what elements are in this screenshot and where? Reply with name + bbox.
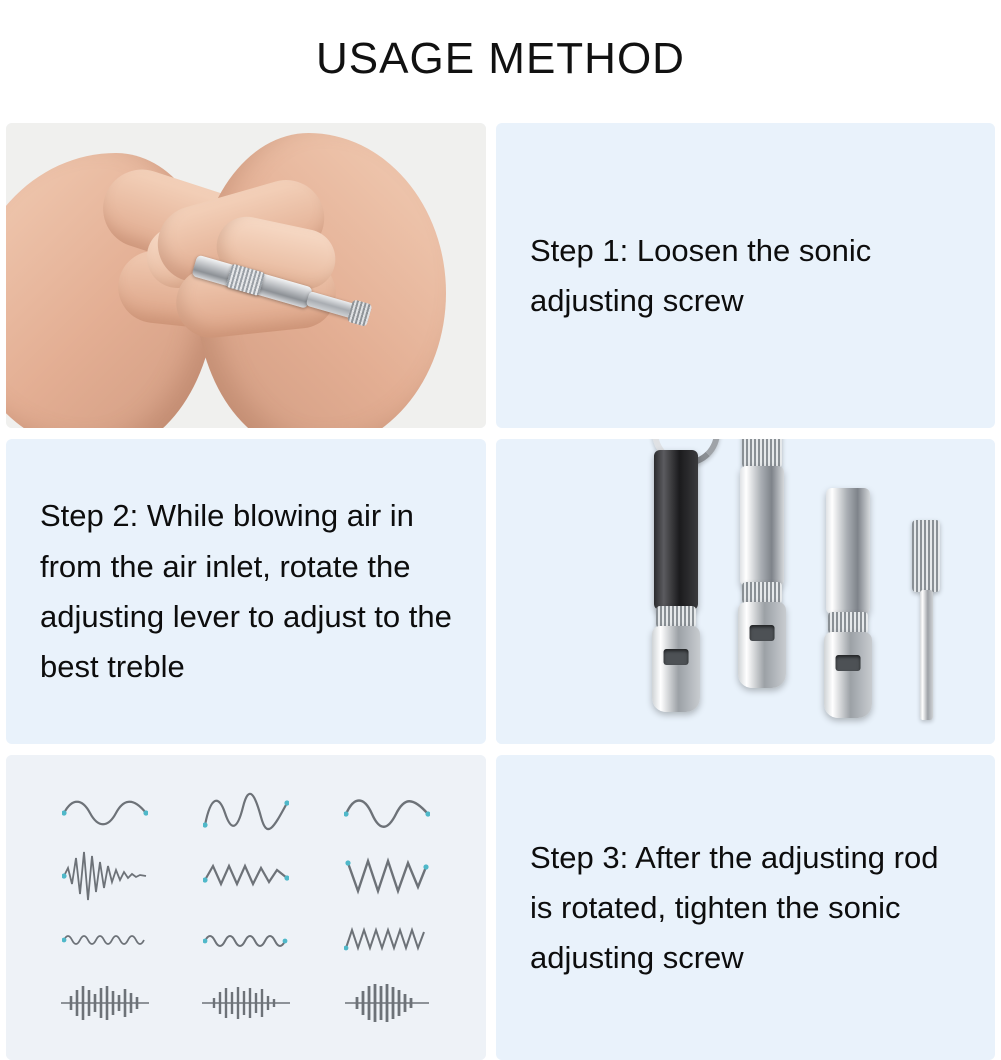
whistle-short-barrel [826, 488, 870, 614]
wave-ripple-wave-fine-icon [62, 926, 148, 952]
step-3-text: Step 3: After the adjusting rod is rotated, tighten the sonic adjusting screw [530, 839, 939, 975]
whistle-black-barrel [654, 450, 698, 610]
whistle-black-mouthpiece [652, 626, 700, 712]
whistle-black-knurled-ring [656, 606, 696, 628]
step-1-text: Step 1: Loosen the sonic adjusting screw [530, 232, 872, 318]
step-2-text: Step 2: While blowing air in from the air inlet, rotate the adjusting lever to adjust to the best treble [40, 498, 452, 685]
step-row-2 [6, 439, 995, 744]
whistle-adjusting-rod-part [902, 520, 952, 720]
wave-sine-wave-low-icon [62, 796, 148, 830]
adjusting-rod-shaft [920, 590, 933, 720]
whistle-black-assembled [646, 450, 710, 720]
hands-photo [6, 123, 486, 428]
whistle-steel-mouthpiece [738, 602, 786, 688]
step-3-image-sound-waveforms [6, 755, 486, 1060]
waveform-grid [6, 755, 486, 1060]
wave-sine-wave-rounded-icon [344, 794, 430, 832]
step-row-3 [6, 755, 995, 1060]
wave-ripple-wave-dense-icon [344, 922, 430, 956]
wave-modulated-band-wave-2-icon [200, 982, 292, 1024]
whistle-steel-knurled-top [742, 439, 782, 468]
wave-modulated-band-wave-1-icon [59, 982, 151, 1024]
step-3-text-panel [496, 755, 995, 1060]
usage-method-page [0, 29, 1001, 1026]
whistle-short-mouthpiece [824, 632, 872, 718]
whistle-steel-knurled-ring [742, 582, 782, 604]
step-1-image-hands-holding-dog-whistle [6, 123, 486, 428]
whistle-short-knurled-ring [828, 612, 868, 634]
wave-zigzag-wave-large-icon [344, 853, 430, 899]
step-2-image-dog-whistle-parts [496, 439, 995, 744]
wave-sine-wave-medium-icon [203, 791, 289, 835]
whistle-steel-barrel [740, 466, 784, 586]
wave-zigzag-wave-small-icon [203, 858, 289, 894]
step-row-1 [6, 123, 995, 428]
whistle-knurled-grip [226, 264, 265, 296]
wave-ripple-wave-soft-icon [203, 925, 289, 953]
step-1-text-panel [496, 123, 995, 428]
whistle-steel-knurled [732, 439, 796, 720]
wave-modulated-band-wave-3-icon [341, 981, 433, 1025]
product-photo [496, 439, 995, 744]
wave-noise-burst-wave-icon [62, 848, 148, 904]
page-title: USAGE METHOD [316, 34, 685, 84]
steps-container [0, 123, 1001, 1060]
step-2-text-panel [6, 439, 486, 744]
whistle-steel-short [818, 470, 882, 720]
adjusting-rod-knurled-head [912, 520, 940, 592]
